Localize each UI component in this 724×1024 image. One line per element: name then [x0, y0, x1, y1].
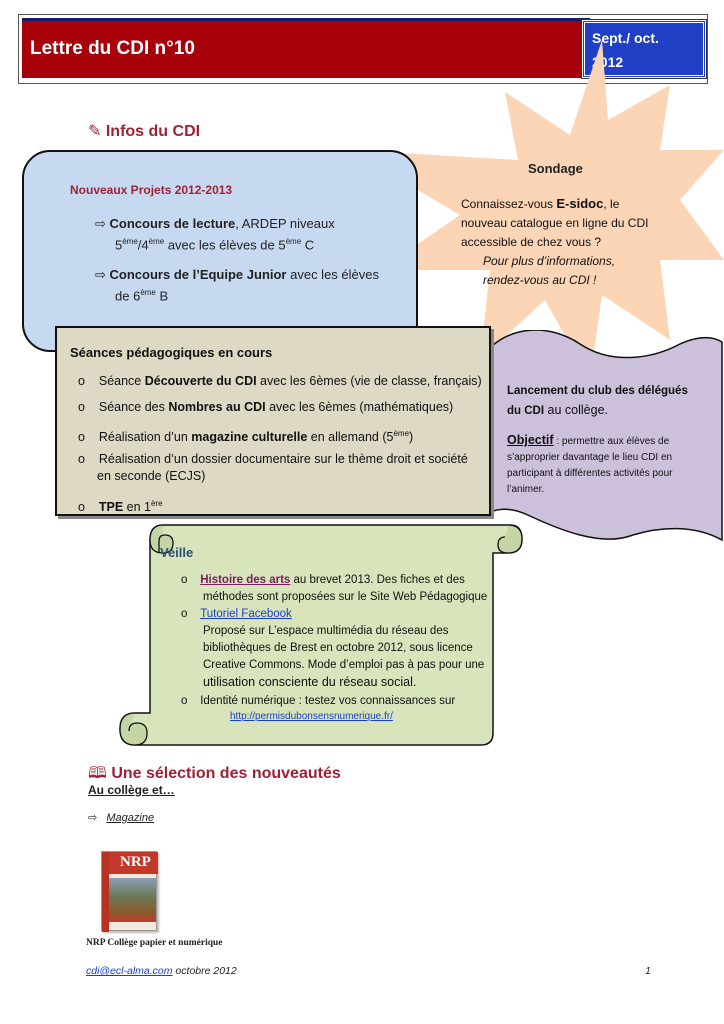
nouveautes-heading: 🕮 Une sélection des nouveautés: [88, 765, 341, 782]
veille-item: o Identité numérique : testez vos connaissances sur: [181, 695, 456, 707]
permis-link[interactable]: http://permisdubonsensnumerique.fr/: [230, 711, 393, 722]
circle-bullet-icon: o: [78, 430, 85, 445]
delegues-text: Lancement du club des délégués du CDI au collège.: [507, 385, 688, 417]
veille-title: Veille: [160, 545, 194, 560]
tutoriel-facebook-link[interactable]: Tutoriel Facebook: [200, 608, 292, 620]
veille-item-line: Proposé sur L’espace multimédia du réseau des: [203, 625, 449, 637]
sondage-text: Connaissez-vous E-sidoc, le nouveau catalogue en ligne du CDI accessible de chez vous ? Pour plus d’informations, rendez-vous au CDI !: [461, 196, 649, 287]
circle-bullet-icon: o: [181, 574, 188, 586]
magazine-item: ⇨ Magazine: [88, 812, 155, 824]
sondage-title: Sondage: [528, 161, 583, 176]
nouveautes-subheading: Au collège et…: [88, 783, 175, 797]
seance-item: o Séance Découverte du CDI avec les 6èmes (vie de classe, français): [78, 374, 482, 388]
veille-item: [181, 606, 292, 623]
issue-date: Sept./ oct. 2012: [592, 30, 659, 70]
seance-item: o TPE en 1ère: [78, 499, 163, 515]
magazine-caption: NRP Collège papier et numérique: [86, 938, 223, 948]
circle-bullet-icon: o: [78, 374, 85, 388]
email-link[interactable]: cdi@ecl-alma.com: [86, 965, 173, 977]
circle-bullet-icon: o: [181, 608, 188, 620]
seance-item: o Réalisation d’un magazine culturelle en allemand (5ème): [78, 429, 414, 445]
projet-item: ⇨ Concours de lecture, ARDEP niveaux: [95, 216, 335, 231]
veille-item-line: utilisation consciente du réseau social.: [203, 675, 417, 689]
book-icon: 🕮: [88, 765, 107, 782]
pencil-icon: ✎: [88, 123, 102, 140]
veille-item-line: bibliothèques de Brest en octobre 2012, sous licence: [203, 642, 473, 654]
seance-item: o Réalisation d’un dossier documentaire sur le thème droit et société: [78, 452, 468, 466]
arrow-icon: ⇨: [88, 812, 98, 824]
seance-item: o Séance des Nombres au CDI avec les 6èmes (mathématiques): [78, 400, 454, 414]
veille-item-line: méthodes sont proposées sur le Site Web Pédagogique: [203, 591, 488, 603]
seance-item-line2: en seconde (ECJS): [97, 469, 206, 483]
newsletter-title: Lettre du CDI n°10: [30, 38, 195, 59]
infos-heading: ✎ Infos du CDI: [88, 123, 201, 140]
arrow-icon: ⇨: [95, 267, 106, 282]
veille-item-line: Creative Commons. Mode d’emploi pas à pas pour une: [203, 659, 485, 671]
circle-bullet-icon: o: [78, 400, 85, 414]
objectif-text: Objectif : permettre aux élèves de s’approprier davantage le lieu CDI en participant à différentes activités pour l’animer.: [507, 433, 673, 495]
projets-title: Nouveaux Projets 2012-2013: [70, 183, 233, 197]
seances-title: Séances pédagogiques en cours: [70, 345, 273, 360]
projet-item-line2: de 6ème B: [115, 288, 169, 304]
magazine-logo: NRP: [120, 854, 151, 870]
page-number: 1: [645, 965, 651, 977]
arrow-icon: ⇨: [95, 216, 106, 231]
projet-item: ⇨ Concours de l’Equipe Junior avec les élèves: [95, 267, 379, 282]
footer: cdi@ecl-alma.com octobre 2012: [86, 965, 237, 977]
histoire-arts-link[interactable]: Histoire des arts: [200, 574, 291, 586]
veille-item: o Histoire des arts au brevet 2013. Des fiches et des: [181, 574, 465, 586]
magazine-cover: [101, 851, 157, 931]
circle-bullet-icon: o: [78, 452, 85, 466]
circle-bullet-icon: o: [181, 695, 188, 707]
magazine-cover-image: [108, 878, 156, 922]
circle-bullet-icon: o: [78, 500, 85, 515]
projet-item-line2: 5ème/4ème avec les élèves de 5ème C: [115, 237, 315, 253]
